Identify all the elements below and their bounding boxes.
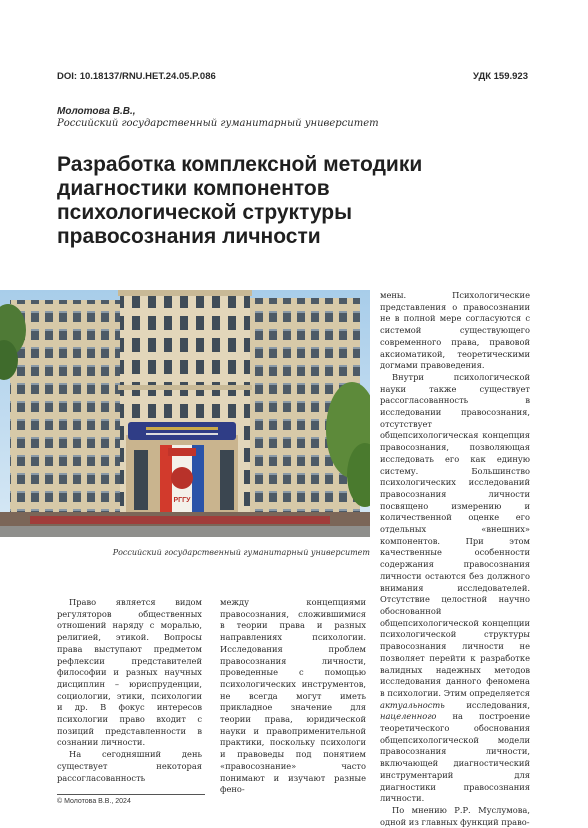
photo-sign-text: РГГУ [173, 497, 191, 504]
paragraph-text: исследования, [444, 699, 530, 710]
paragraph: Право является видом регуляторов общественных отношений наряду с моралью, религией, этикой. Вопросы права выступают предметом рефлексии представителей философии и разных научных дисциплин – юриспруденции, социологии, этики, психологии и др. В фокус интересов психологии право входит с позиций представленности в сознании личности. [57, 597, 202, 748]
paragraph: между концепциями правосознания, сложившимися в теории права и разных направлениях психологии. Исследования проблем правосознания личности, проведенные с помощью психологических инструментов, не всегда могут иметь прикладное значение для теории права, юридической науки и правоприменительной практики, поскольку психологи и правоведы под понятием «правосознание» часто понимают и изучают разные фено- [220, 597, 366, 795]
copyright-note: © Молотова В.В., 2024 [57, 798, 131, 805]
author-affiliation: Российский государственный гуманитарный университет [57, 118, 379, 129]
emphasis: актуальность [380, 699, 445, 710]
paragraph: По мнению Р.Р. Муслумова, одной из главных функций право- [380, 804, 530, 827]
text-column-3 [380, 290, 530, 828]
doi-label: DOI: 10.18137/RNU.HET.24.05.P.086 [57, 71, 216, 82]
paragraph-text: на построение теоретического обоснования общепсихологической модели правосознания личности, включающей диагностический инструментарий для диагностики правосознания личности. [380, 711, 530, 804]
photo-caption: Российский государственный гуманитарный университет [112, 548, 370, 557]
emphasis: нацеленного [380, 711, 437, 722]
paragraph [380, 372, 530, 805]
paragraph: мены. Психологические представления о правосознании не в полной мере согласуются с системой существующего современного права, правовой аксиоматикой, теоретическими догмами правоведения. [380, 290, 530, 371]
article-title: Разработка комплексной методики диагностики компонентов психологической структуры правосознания личности [57, 153, 423, 249]
footnote-rule [57, 794, 205, 795]
udk-label: УДК 159.923 [473, 71, 528, 82]
paragraph-text: Внутри психологической науки также существует рассогласованность в исследовании правосознания, отсутствует общепсихологическая концепция правосознания, позволяющая исследовать его как единую систему. Большинство психологических исследований правосознания личности посвящено измерению и количественной оценке его отдельных «внешних» компонентов. При этом качественные особенности содержания правосознания личности остаются без должного внимания исследователей. Отсутствие целостной научно обоснованной общепсихологической концепции психологической структуры правосознания личности не позволяет перейти к разработке валидных надежных методов исследования данного феномена в психологии. Этим определяется [380, 371, 530, 698]
author-name: Молотова В.В., [57, 106, 136, 117]
paragraph: На сегодняшний день существует некоторая рассогласованность [57, 749, 202, 783]
university-building-photo [0, 290, 370, 537]
text-column-2 [220, 597, 366, 796]
text-column-1 [57, 597, 202, 784]
